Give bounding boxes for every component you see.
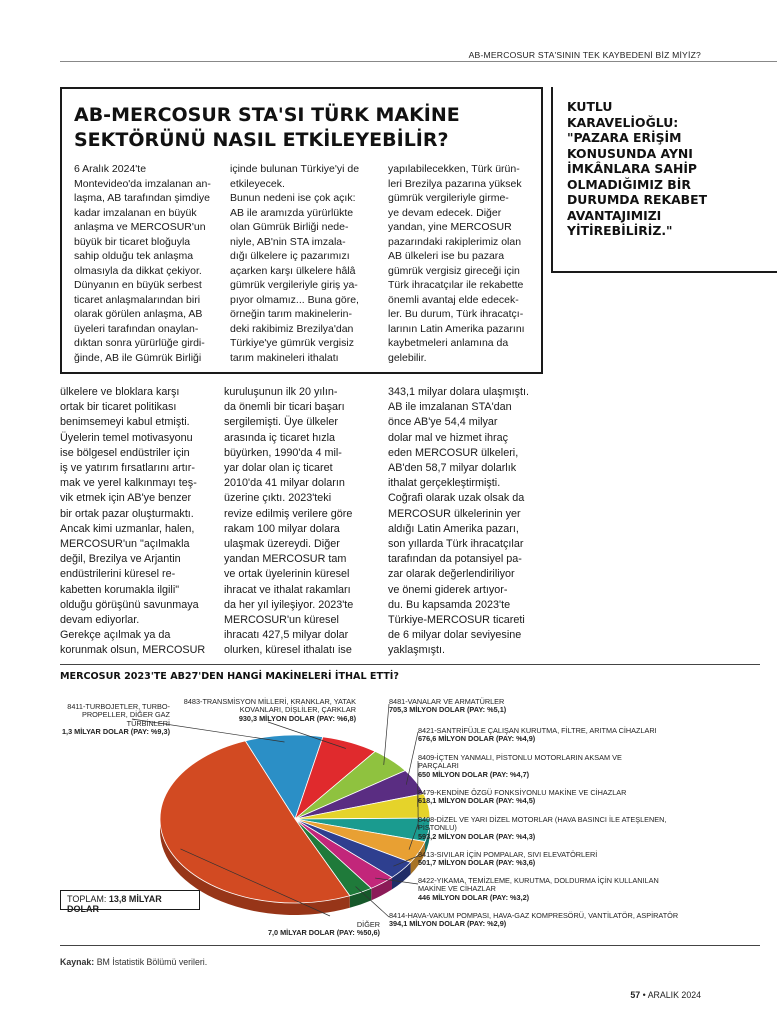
source-label: Kaynak: — [60, 957, 95, 967]
slice-label-8413-name: 8413-SIVILAR İÇİN POMPALAR, SIVI ELEVATÖRLERİ — [418, 850, 598, 859]
running-head-text: AB-MERCOSUR STA'SININ TEK KAYBEDENİ BİZ MİYİZ? — [468, 50, 701, 60]
slice-label-8481-name: 8481-VANALAR VE ARMATÜRLER — [389, 697, 505, 706]
total-label: TOPLAM: — [67, 894, 107, 904]
chart-bottom-rule — [60, 945, 760, 946]
slice-label-8414-name: 8414-HAVA-VAKUM POMPASI, HAVA-GAZ KOMPRESÖRÜ, VANTİLATÖR, ASPİRATÖR — [389, 911, 679, 920]
slice-label-8483-name: 8483-TRANSMİSYON MİLLERİ, KRANKLAR, YATAK KOVANLARI, DİŞLİLER, ÇARKLAR — [183, 697, 356, 715]
slice-label-8481 — [389, 698, 619, 715]
slice-label-8413-value: 501,7 MİLYON DOLAR (PAY: %3,6) — [418, 858, 536, 868]
issue-date: ARALIK 2024 — [647, 990, 701, 1000]
pull-quote-box — [551, 87, 777, 273]
sidebar-box — [60, 87, 543, 374]
page-footer — [630, 990, 701, 1000]
slice-label-8479-value: 618,1 MİLYON DOLAR (PAY: %4,5) — [418, 796, 536, 806]
body-column-2: kuruluşunun ilk 20 yılın- da önemli bir ticari başarı sergilemişti. Üye ülkeler arasında iç ticaret hızla büyürken, 1990'da 4 mil- yar dolar olan iç ticaret 2010'da 41 milyar doların üzerine çıktı. 2023'teki revize edilmiş verilere göre rakam 100 milyar dolara ulaşmak üzereydi. Diğer yandan MERCOSUR tam ve ortak üyelerinin küresel ihracat ve ithalat rakamları da her yıl iyileşiyor. 2023'te MERCOSUR'un küresel ihracatı 427,5 milyar dolar olurken, küresel ithalatı ise — [224, 386, 354, 657]
slice-label-8481-value: 705,3 MİLYON DOLAR (PAY: %5,1) — [389, 705, 507, 715]
slice-label-8414 — [389, 912, 679, 929]
slice-label-8422 — [418, 877, 686, 902]
slice-label-8409 — [418, 754, 638, 779]
slice-label-8483 — [180, 698, 356, 723]
slice-label-8421-value: 676,6 MİLYON DOLAR (PAY: %4,9) — [418, 734, 536, 744]
slice-label-8479-name: 8479-KENDİNE ÖZGÜ FONKSİYONLU MAKİNE VE CİHAZLAR — [418, 788, 627, 797]
slice-label-8421 — [418, 727, 686, 744]
slice-label-8408-value: 593,2 MİLYON DOLAR (PAY: %4,3) — [418, 831, 536, 841]
running-head-rule — [60, 61, 777, 62]
slice-label-diger-name: DİĞER — [356, 920, 380, 929]
box-column-1: 6 Aralık 2024'te Montevideo'da imzalanan an- laşma, AB tarafından şimdiye kadar imzalanan en büyük anlaşma ve MERCOSUR'un büyük bir ticaret bloğuyla sahip olduğu tek anlaşma olmasıyla da dikkat çekiyor. Dünyanın en büyük serbest ticaret anlaşmalarından biri olarak görülen anlaşma, AB üyeleri tarafından onaylan- dıktan sonra yürürlüğe girdi- ğinde, AB ile Gümrük Birliği — [74, 163, 211, 364]
slice-label-8409-name: 8409-İÇTEN YANMALI, PİSTONLU MOTORLARIN AKSAM VE PARÇALARI — [418, 753, 622, 771]
pie-chart-figure — [60, 664, 700, 949]
source-text: BM İstatistik Bölümü verileri. — [96, 957, 208, 967]
slice-label-8411-name: 8411-TURBOJETLER, TURBO-PROPELLER, DİĞER GAZ TÜRBİNLERİ — [67, 702, 170, 728]
slice-label-8409-value: 650 MİLYON DOLAR (PAY: %4,7) — [418, 769, 530, 779]
box-title: AB-MERCOSUR STA'SI TÜRK MAKİNE SEKTÖRÜNÜ NASIL ETKİLEYEBİLİR? — [74, 104, 460, 151]
slice-label-8414-value: 394,1 MİLYON DOLAR (PAY: %2,9) — [389, 919, 507, 929]
slice-label-8411 — [60, 703, 170, 737]
chart-title: MERCOSUR 2023'TE AB27'DEN HANGİ MAKİNELERİ İTHAL ETTİ? — [60, 671, 399, 682]
pull-quote: KUTLU KARAVELİOĞLU: "PAZARA ERİŞİM KONUSUNDA AYNI İMKÂNLARA SAHİP OLMADIĞIMIZ BİR DURUMDA REKABET AVANTAJIMIZI YİTİREBİLİRİZ." — [567, 99, 708, 238]
running-head — [0, 44, 777, 64]
slice-label-8479 — [418, 789, 686, 806]
slice-label-8422-name: 8422-YIKAMA, TEMİZLEME, KURUTMA, DOLDURMA İÇİN KULLANILAN MAKİNE VE CİHAZLAR — [418, 876, 659, 894]
slice-label-8413 — [418, 851, 686, 868]
slice-label-diger — [200, 921, 380, 938]
total-box — [60, 890, 200, 914]
slice-label-8422-value: 446 MİLYON DOLAR (PAY: %3,2) — [418, 892, 530, 902]
box-column-3: yapılabilecekken, Türk ürün- leri Brezilya pazarına yüksek gümrük vergileriyle girme- ye devam edecek. Diğer yandan, yine MERCOSUR pazarındaki rakiplerimiz olan AB ülkeleri ise bu pazara gümrük vergisiz gireceği için Türk ihracatçılar ile rekabette önemli avantaj elde edecek- ler. Bu durum, Türk ihracatçı- larının Latin Amerika pazarını kaybetmeleri anlamına da gelebilir. — [388, 163, 525, 364]
slice-label-8408 — [418, 816, 668, 841]
box-column-2: içinde bulunan Türkiye'yi de etkileyecek. Bunun nedeni ise çok açık: AB ile aramızda yürürlükte olan Gümrük Birliği nede- niyle, AB'nin STA imzala- dığı ülkelere iç pazarımızı açarken karşı ülkelere hâlâ gümrük vergileriyle giriş ya- pıyor olmamız... Buna göre, örneğin tarım makinelerin- deki rakibimiz Brezilya'dan Türkiye'ye gümrük vergisiz tarım makineleri ithalatı — [230, 163, 360, 364]
footer-separator: • — [642, 990, 646, 1000]
slice-label-8411-value: 1,3 MİLYAR DOLAR (PAY: %9,3) — [62, 727, 170, 737]
slice-label-8408-name: 8408-DİZEL VE YARI DİZEL MOTORLAR (HAVA BASINCI İLE ATEŞLENEN, PİSTONLU) — [418, 815, 667, 833]
page-number: 57 — [630, 990, 641, 1000]
body-column-3: 343,1 milyar dolara ulaşmıştı. AB ile imzalanan STA'dan önce AB'ye 54,4 milyar dolar mal ve hizmet ihraç eden MERCOSUR ülkeleri, AB'den 58,7 milyar dolarlık ithalat gerçekleştirmişti. Coğrafi olarak uzak olsak da MERCOSUR ülkelerinin yer aldığı Latin Amerika pazarı, son yıllarda Türk ihracatçılar tarafından da potansiyel pa- zar olarak değerlendiriliyor ve önemi giderek artıyor- du. Bu kapsamda 2023'te Türkiye-MERCOSUR ticareti de 6 milyar dolar seviyesine yaklaşmıştı. — [388, 386, 530, 657]
slice-label-8483-value: 930,3 MİLYON DOLAR (PAY: %6,8) — [238, 713, 356, 723]
total-value: 13,8 MİLYAR DOLAR — [67, 894, 162, 914]
slice-label-diger-value: 7,0 MİLYAR DOLAR (PAY: %50,6) — [267, 928, 380, 938]
slice-label-8421-name: 8421-SANTRİFÜJLE ÇALIŞAN KURUTMA, FİLTRE, ARITMA CİHAZLARI — [418, 726, 657, 735]
body-column-1: ülkelere ve bloklara karşı ortak bir ticaret politikası benimsemeyi kabul etmişti. Üyelerin temel motivasyonu ise bölgesel endüstriler için iş ve yatırım fırsatlarını artır- mak ve yerel kalkınmayı teş- vik etmek için AB'ye benzer bir ortak pazar oluşturmaktı. Ancak kimi uzmanlar, halen, MERCOSUR'un "açılmakla değil, Brezilya ve Arjantin endüstrilerini küresel re- kabetten korumakla ilgili" olduğu görüşünü savunmaya devam ediyorlar. Gerekçe açılmak ya da korunmak olsun, MERCOSUR — [60, 386, 206, 657]
source-note — [60, 957, 207, 967]
